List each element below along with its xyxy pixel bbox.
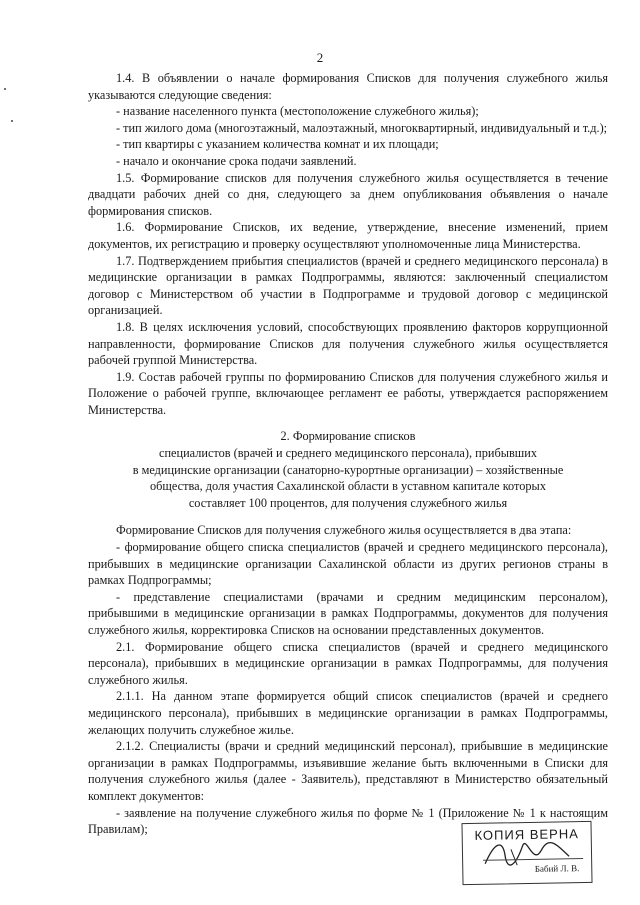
section-heading-line: общества, доля участия Сахалинской области в уставном капитале которых [150, 479, 546, 494]
paragraph: 2.1. Формирование общего списка специалистов (врачей и среднего медицинского персонала), прибывших в медицинские организации в рамках Подпрограммы, для получения служебного жилья. [88, 639, 608, 687]
paragraph: 1.4. В объявлении о начале формирования Списков для получения служебного жилья указываются следующие сведения: [88, 71, 608, 102]
paragraph: 1.9. Состав рабочей группы по формированию Списков для получения служебного жилья и Положение о рабочей группе, включающее регламент ее работы, утверждается распоряжением Министерства. [88, 369, 608, 417]
paragraph: - тип жилого дома (многоэтажный, малоэтажный, многоквартирный, индивидуальный и т.д.); [116, 120, 608, 135]
paragraph: 1.5. Формирование списков для получения служебного жилья осуществляется в течение двадцати рабочих дней со дня, следующего за днем опубликования объявления о начале формирования списков. [88, 170, 608, 218]
section-heading [88, 428, 608, 511]
margin-mark [11, 120, 13, 122]
paragraph: 2.1.2. Специалисты (врачи и средний медицинский персонал), прибывшие в медицинские организации в рамках Подпрограммы, изъявившие желание быть включенными в Списки для получения служебного жилья (далее - Заявитель), представляют в Министерство обязательный комплект документов: [88, 739, 608, 803]
document-body [88, 70, 608, 838]
paragraph: - заявление на получение служебного жилья по форме № 1 (Приложение № 1 к настоящим Правилам); [88, 805, 608, 837]
certified-copy-stamp [461, 821, 592, 885]
page-number: 2 [316, 50, 324, 65]
paragraph: Формирование Списков для получения служебного жилья осуществляется в два этапа: [116, 523, 572, 538]
section-heading-line: в медицинские организации (санаторно-курортные организации) – хозяйственные [132, 462, 564, 477]
stamp-name: Бабий Л. В. [534, 863, 580, 874]
paragraph: - тип квартиры с указанием количества комнат и их площади; [116, 137, 439, 152]
paragraph: 1.7. Подтверждением прибытия специалистов (врачей и среднего медицинского персонала) в медицинские организации в рамках Подпрограммы, являются: заключенный специалистом договор с Министерством об участии в Подпрограмме и трудовой договор с медицинской организацией. [88, 253, 608, 318]
paragraph: - формирование общего списка специалистов (врачей и среднего медицинского персонала), прибывших в медицинские организации Сахалинской области из других регионов страны в рамках Подпрограммы; [88, 540, 608, 588]
paragraph: 2.1.1. На данном этапе формируется общий список специалистов (врачей и среднего медицинского персонала), прибывших в медицинские организации в рамках Подпрограммы, желающих получить служебное жилье. [88, 689, 608, 737]
section-heading-line: 2. Формирование списков [280, 429, 416, 444]
paragraph: - представление специалистами (врачами и средним медицинским персоналом), прибывшими в медицинские организации в рамках Подпрограммы, документов для получения служебного жилья, корректировка Списков на основании представленных документов. [88, 589, 608, 637]
stamp-title: КОПИЯ ВЕРНА [474, 826, 579, 843]
paragraph: - название населенного пункта (местоположение служебного жилья); [116, 104, 479, 119]
paragraph: 1.8. В целях исключения условий, способствующих проявлению факторов коррупционной направленности, формирование Списков для получения служебного жилья осуществляется рабочей группой Министерства. [88, 319, 608, 368]
section-heading-line: составляет 100 процентов, для получения служебного жилья [188, 495, 508, 510]
paragraph: 1.6. Формирование Списков, их ведение, утверждение, внесение изменений, прием документов, их регистрацию и проверку осуществляют уполномоченные лица Министерства. [88, 220, 608, 251]
margin-mark [4, 88, 6, 90]
paragraph: - начало и окончание срока подачи заявлений. [116, 153, 357, 168]
section-heading-line: специалистов (врачей и среднего медицинского персонала), прибывших [159, 446, 537, 461]
